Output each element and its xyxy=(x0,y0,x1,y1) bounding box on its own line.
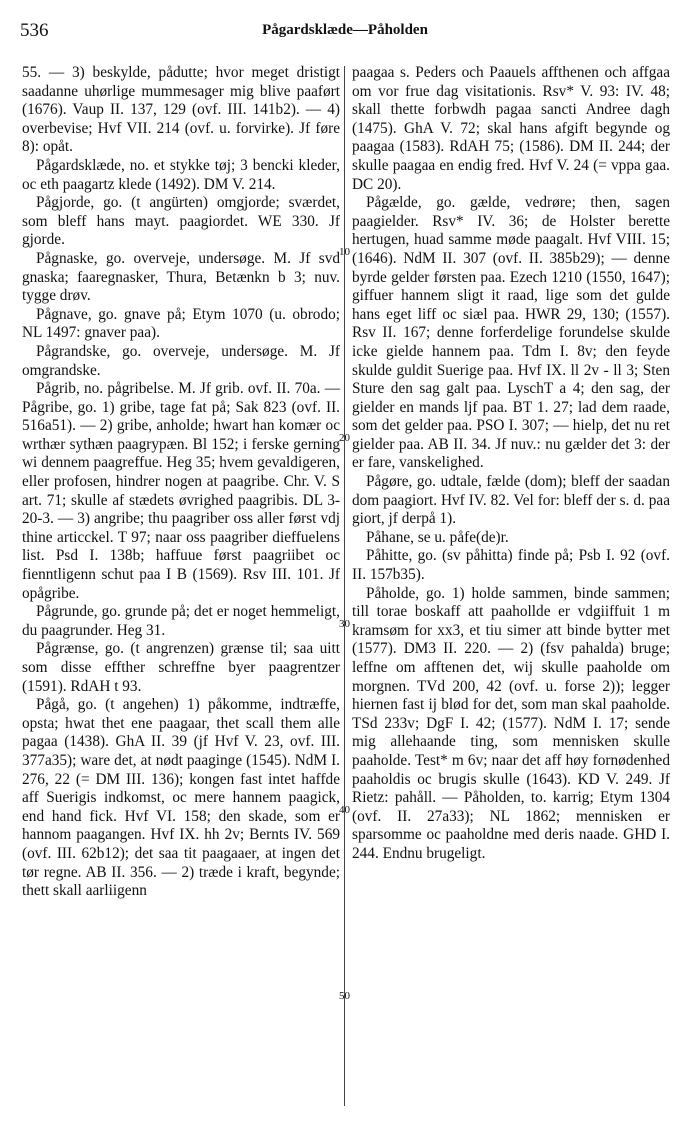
entry-pagrib: Pågrib, no. pågribelse. M. Jf grib. ovf. II. 70a. — Pågribe, go. 1) gribe, tage fat på; Sak 823 (ovf. II. 516a51). — 2) gribe, anholde; hwart han komær oc wrthær sythæn paagrypæn. Bl 152; i ferske gerning wi dennem paagreffue. Heg 35; hvem gevaldigeren, eller profosen, hindrer nogen at paagribe. Chr. V. S art. 71; skulle af stædets øvrighed paagribis. DL 3-20-3. — 3) angribe; thu paagriber oss aller først vdj thine articckel. T 97; naar oss paagriber dieffuelens list. Psd I. 138b; haffuue først paagriibet oc fienntligenn schut paa I B (1569). Rsv III. 101. Jf opågribe. xyxy=(22,380,340,602)
entry-pagnaske: Pågnaske, go. overveje, undersøge. M. Jf svd gnaska; faaregnasker, Thura, Betænkn b 3; nuv. tygge drøv. xyxy=(22,249,340,305)
line-number: 20 xyxy=(339,432,350,444)
running-header xyxy=(0,20,690,44)
line-number: 50 xyxy=(339,990,350,1002)
entry-pagrandske: Pågrandske, go. overveje, undersøge. M. Jf omgrandske. xyxy=(22,342,340,379)
left-entry-continuation: 55. — 3) beskylde, pådutte; hvor meget dristigt saadanne uhørlige mummesager mig blive paaført (1676). Vaup II. 137, 129 (ovf. III. 141b2). — 4) overbevise; Hvf VII. 214 (ovf. u. forvirke). Jf føre 8): opåt. xyxy=(22,64,340,156)
entry-pagore: Pågøre, go. udtale, fælde (dom); bleff der saadan dom paagiort. Hvf IV. 82. Vel for: bleff der s. d. paa giort, jf derpå 1). xyxy=(352,473,670,528)
entry-pahane: Påhane, se u. påfe(de)r. xyxy=(366,528,509,546)
left-column xyxy=(22,64,340,901)
entry-pahitte: Påhitte, go. (sv påhitta) finde på; Psb I. 92 (ovf. II. 157b35). xyxy=(352,547,670,584)
line-number: 30 xyxy=(339,618,350,630)
page-number: 536 xyxy=(20,20,49,41)
right-column xyxy=(352,64,670,864)
entry-pagrunde: Pågrunde, go. grunde på; det er noget hemmeligt, du paagrunder. Heg 31. xyxy=(22,603,340,639)
entry-pagraense: Pågrænse, go. (t angrenzen) grænse til; saa uitt som disse effther schreffne byer paagrentzer (1591). RdAH t 93. xyxy=(22,640,340,695)
entry-paga: Pågå, go. (t angehen) 1) påkomme, indtræffe, opsta; hwat thet ene paagaar, thet scall them alle pagaa (1438). GhA II. 39 (jf Hvf V. 23, ovf. III. 377a35); ware det, at nødt paaginge (1545). NdM I. 276, 22 (= DM III. 136); kongen fast intet haffde aff Suerigis indkomst, oc mere hannem paagick, end hand fick. Hvf VI. 158; den skade, som er hannom paagangen. Hvf IX. hh 2v; Bernts IV. 569 (ovf. III. 62b12); det saa tit paagaaer, at ingen det tør regne. AB II. 356. — 2) træde i kraft, begynde; thett skall aarliigenn xyxy=(22,696,340,900)
column-divider xyxy=(344,66,345,1106)
right-entry-continuation: paagaa s. Peders och Paauels affthenen och affgaa om vor frue dag visitationis. Rsv* V. 93: IV. 48; skall thette forbwdh pagaa sancti Andree dagh (1475). GhA V. 72; skal hans afgift begynde og paagaa (1583). RdAH 75; (1586). DM II. 244; der skulle paagaa en endig fred. Hvf V. 24 (= vppa gaa. DC 20). xyxy=(352,64,670,193)
entry-paholde: Påholde, go. 1) holde sammen, binde sammen; till torae boskaff att paahollde er vdgiiffuit 1 m kramsøm for xx3, et tiu simer att binde bytter met (1577). DM3 II. 220. — 2) (fsv pahalda) bruge; leffne om afftenen det, wij skulle paaholde om morgnen. TVd 200, 42 (ovf. u. forse 2)); legger hiernen fast ij blød for det, som man skal paaholde. TSd 233v; DgF I. 42; (1577). NdM I. 17; sende mig allehaande ting, som mennisken skulle paaholde. Test* m 6v; naar det aff høy fornødenhed paaholdis oc brugis skulle (1643). KD V. 249. Jf Rietz: pahåll. — Påholden, to. karrig; Etym 1304 (ovf. II. 27a33); NL 1862; mennisken er sparsomme oc paaholdne med deris naade. GHD I. 244. Endnu brugeligt. xyxy=(352,584,670,862)
entry-pagjorde: Pågjorde, go. (t angürten) omgjorde; sværdet, som bleff hans mayt. paagiordet. WE 330. Jf gjorde. xyxy=(22,194,340,249)
entry-pagardsklaede: Pågardsklæde, no. et stykke tøj; 3 bencki kleder, oc eth paagartz klede (1492). DM V. 214. xyxy=(22,156,340,193)
entry-pagnave: Pågnave, go. gnave på; Etym 1070 (u. obrodo; NL 1497: gnaver paa). xyxy=(22,305,340,342)
line-number: 10 xyxy=(339,246,350,258)
line-number: 40 xyxy=(339,804,350,816)
running-title: Pågardsklæde—Påholden xyxy=(262,22,428,38)
entry-pagaelde: Pågælde, go. gælde, vedrøre; then, sagen paagielder. Rsv* IV. 36; de Holster berette hertugen, huad samme møde paagalt. Hvf VIII. 15; (1646). NdM II. 307 (ovf. II. 385b29); — denne byrde gelder førsten paa. Ezech 1210 (1550, 1647); giffuer hannem sligt it raad, lige som det gulde hans eget liff oc siæl paa. HWR 29, 130; (1557). Rsv II. 167; denne forferdelige forundelse skulde icke gielde hannem paa. Tdm I. 8v; den feyde skulde guldit Suerige paa. Hvf IX. ll 2v - ll 3; Sten Sture den sag galt paa. LyschT a 4; den sag, der gielder en mands ljf paa. BT 1. 27; lad dem raade, som det gelder paa. PSO I. 307; — hielp, det nu ret gielder paa. AB II. 34. Jf nuv.: nu gælder det 3: der er fare, vanskelighed. xyxy=(352,194,670,472)
